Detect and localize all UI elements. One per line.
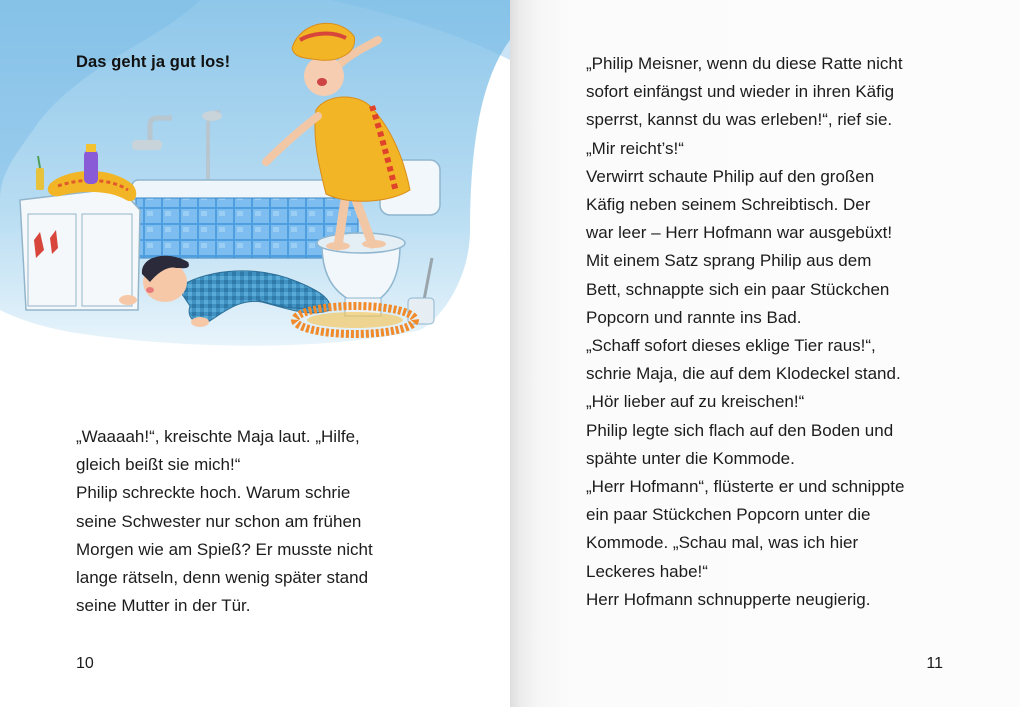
- text-line: Popcorn und rannte ins Bad.: [586, 307, 802, 327]
- text-line: „Herr Hofmann“, flüsterte er und schnippte: [586, 477, 905, 497]
- text-line: Kommode. „Schau mal, was ich hier: [586, 533, 859, 553]
- text-line: Mit einem Satz sprang Philip aus dem: [586, 251, 872, 271]
- chapter-title: Das geht ja gut los!: [76, 53, 231, 71]
- text-line: sofort einfängst und wieder in ihren Käfig: [586, 82, 895, 102]
- text-line: Herr Hofmann schnupperte neugierig.: [586, 589, 871, 609]
- text-line: ein paar Stückchen Popcorn unter die: [586, 505, 871, 525]
- text-line: „Waaaah!“, kreischte Maja laut. „Hilfe,: [76, 427, 360, 446]
- text-line: „Mir reicht’s!“: [586, 138, 684, 158]
- text-line: Bett, schnappte sich ein paar Stückchen: [586, 279, 890, 299]
- text-line: Leckeres habe!“: [586, 561, 708, 581]
- text-line: gleich beißt sie mich!“: [76, 455, 241, 475]
- text-line: sperrst, kannst du was erleben!“, rief sie.: [586, 110, 893, 130]
- text-line: seine Mutter in der Tür.: [76, 596, 251, 616]
- text-line: Philip schreckte hoch. Warum schrie: [76, 483, 351, 503]
- right-page-text: [586, 50, 904, 614]
- text-line: Käfig neben seinem Schreibtisch. Der: [586, 195, 871, 215]
- text-line: „Hör lieber auf zu kreischen!“: [586, 392, 805, 412]
- text-line: seine Schwester nur schon am frühen: [76, 511, 362, 531]
- page-number-left: 10: [76, 655, 94, 672]
- text-line: war leer – Herr Hofmann war ausgebüxt!: [586, 223, 893, 243]
- text-line: schrie Maja, die auf dem Klodeckel stand.: [586, 364, 901, 384]
- text-line: Verwirrt schaute Philip auf den großen: [586, 166, 875, 186]
- text-line: spähte unter die Kommode.: [586, 448, 795, 468]
- left-page-text: [76, 423, 373, 620]
- text-line: „Philip Meisner, wenn du diese Ratte nicht: [586, 54, 903, 73]
- text-line: „Schaff sofort dieses eklige Tier raus!“,: [586, 336, 876, 356]
- text-line: Morgen wie am Spieß? Er musste nicht: [76, 539, 373, 559]
- right-page: [510, 0, 1020, 707]
- page-number-right: 11: [926, 655, 943, 672]
- text-line: lange rätseln, denn wenig später stand: [76, 568, 369, 588]
- text-line: Philip legte sich flach auf den Boden und: [586, 420, 894, 440]
